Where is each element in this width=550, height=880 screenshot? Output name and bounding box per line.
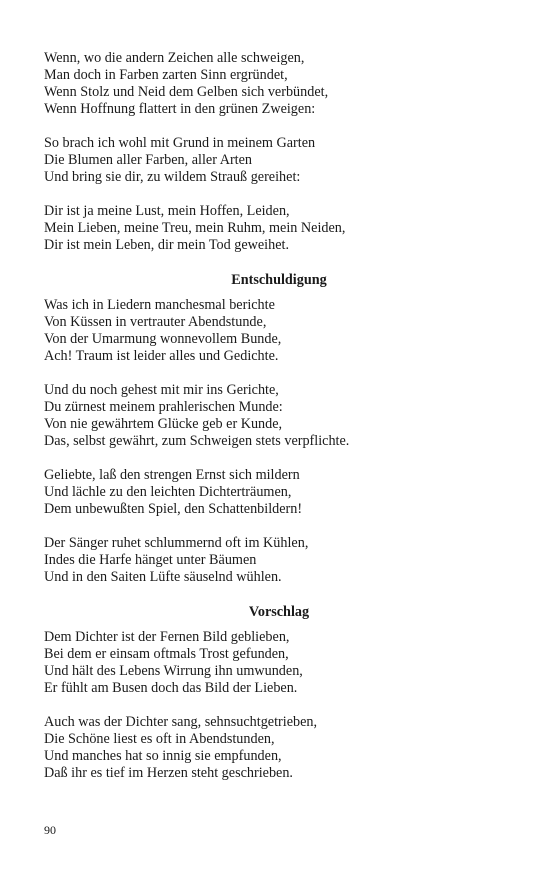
verse-line: Daß ihr es tief im Herzen steht geschrieben. xyxy=(44,765,293,781)
stanza xyxy=(44,203,514,254)
verse-line: Dir ist ja meine Lust, mein Hoffen, Leiden, xyxy=(44,203,290,219)
verse-line: Die Schöne liest es oft in Abendstunden, xyxy=(44,731,275,747)
verse-line: Von nie gewährtem Glücke geb er Kunde, xyxy=(44,416,283,432)
verse-line: Dir ist mein Leben, dir mein Tod geweihet. xyxy=(44,237,289,253)
poem-section xyxy=(44,604,514,782)
poem-section xyxy=(44,272,514,586)
stanza xyxy=(44,50,514,118)
verse-line: Das, selbst gewährt, zum Schweigen stets verpflichte. xyxy=(44,433,350,449)
stanza xyxy=(44,297,514,365)
verse-line: Und hält des Lebens Wirrung ihn umwunden, xyxy=(44,663,303,679)
poem-title: Vorschlag xyxy=(248,604,310,620)
stanza xyxy=(44,535,514,586)
verse-line: Von der Umarmung wonnevollem Bunde, xyxy=(44,331,282,347)
verse-line: Und du noch gehest mit mir ins Gerichte, xyxy=(44,382,279,398)
page-body xyxy=(44,50,514,799)
verse-line: Bei dem er einsam oftmals Trost gefunden, xyxy=(44,646,289,662)
stanza xyxy=(44,135,514,186)
verse-line: Und in den Saiten Lüfte säuselnd wühlen. xyxy=(44,569,282,585)
verse-line: Mein Lieben, meine Treu, mein Ruhm, mein Neiden, xyxy=(44,220,346,236)
verse-line: Der Sänger ruhet schlummernd oft im Kühlen, xyxy=(44,535,309,551)
verse-line: Indes die Harfe hänget unter Bäumen xyxy=(44,552,257,568)
verse-line: Geliebte, laß den strengen Ernst sich mildern xyxy=(44,467,300,483)
verse-line: Die Blumen aller Farben, aller Arten xyxy=(44,152,253,168)
verse-line: Wenn Stolz und Neid dem Gelben sich verbündet, xyxy=(44,84,329,100)
stanza xyxy=(44,467,514,518)
verse-line: Ach! Traum ist leider alles und Gedichte. xyxy=(44,348,279,364)
verse-line: Und bring sie dir, zu wildem Strauß gereihet: xyxy=(44,169,301,185)
verse-line: Man doch in Farben zarten Sinn ergründet, xyxy=(44,67,288,83)
verse-line: Du zürnest meinem prahlerischen Munde: xyxy=(44,399,283,415)
verse-line: Von Küssen in vertrauter Abendstunde, xyxy=(44,314,267,330)
verse-line: Wenn Hoffnung flattert in den grünen Zweigen: xyxy=(44,101,316,117)
verse-line: Auch was der Dichter sang, sehnsuchtgetrieben, xyxy=(44,714,318,730)
verse-line: Dem Dichter ist der Fernen Bild geblieben, xyxy=(44,629,290,645)
poem-section xyxy=(44,50,514,254)
verse-line: Und lächle zu den leichten Dichterträumen, xyxy=(44,484,292,500)
verse-line: Und manches hat so innig sie empfunden, xyxy=(44,748,282,764)
verse-line: Er fühlt am Busen doch das Bild der Lieben. xyxy=(44,680,298,696)
verse-line: Dem unbewußten Spiel, den Schattenbildern! xyxy=(44,501,303,517)
stanza xyxy=(44,629,514,697)
verse-line: So brach ich wohl mit Grund in meinem Garten xyxy=(44,135,316,151)
verse-line: Was ich in Liedern manchesmal berichte xyxy=(44,297,275,313)
stanza xyxy=(44,714,514,782)
poem-title: Entschuldigung xyxy=(231,272,327,288)
verse-line: Wenn, wo die andern Zeichen alle schweigen, xyxy=(44,50,305,66)
stanza xyxy=(44,382,514,450)
page-number: 90 xyxy=(44,823,56,837)
